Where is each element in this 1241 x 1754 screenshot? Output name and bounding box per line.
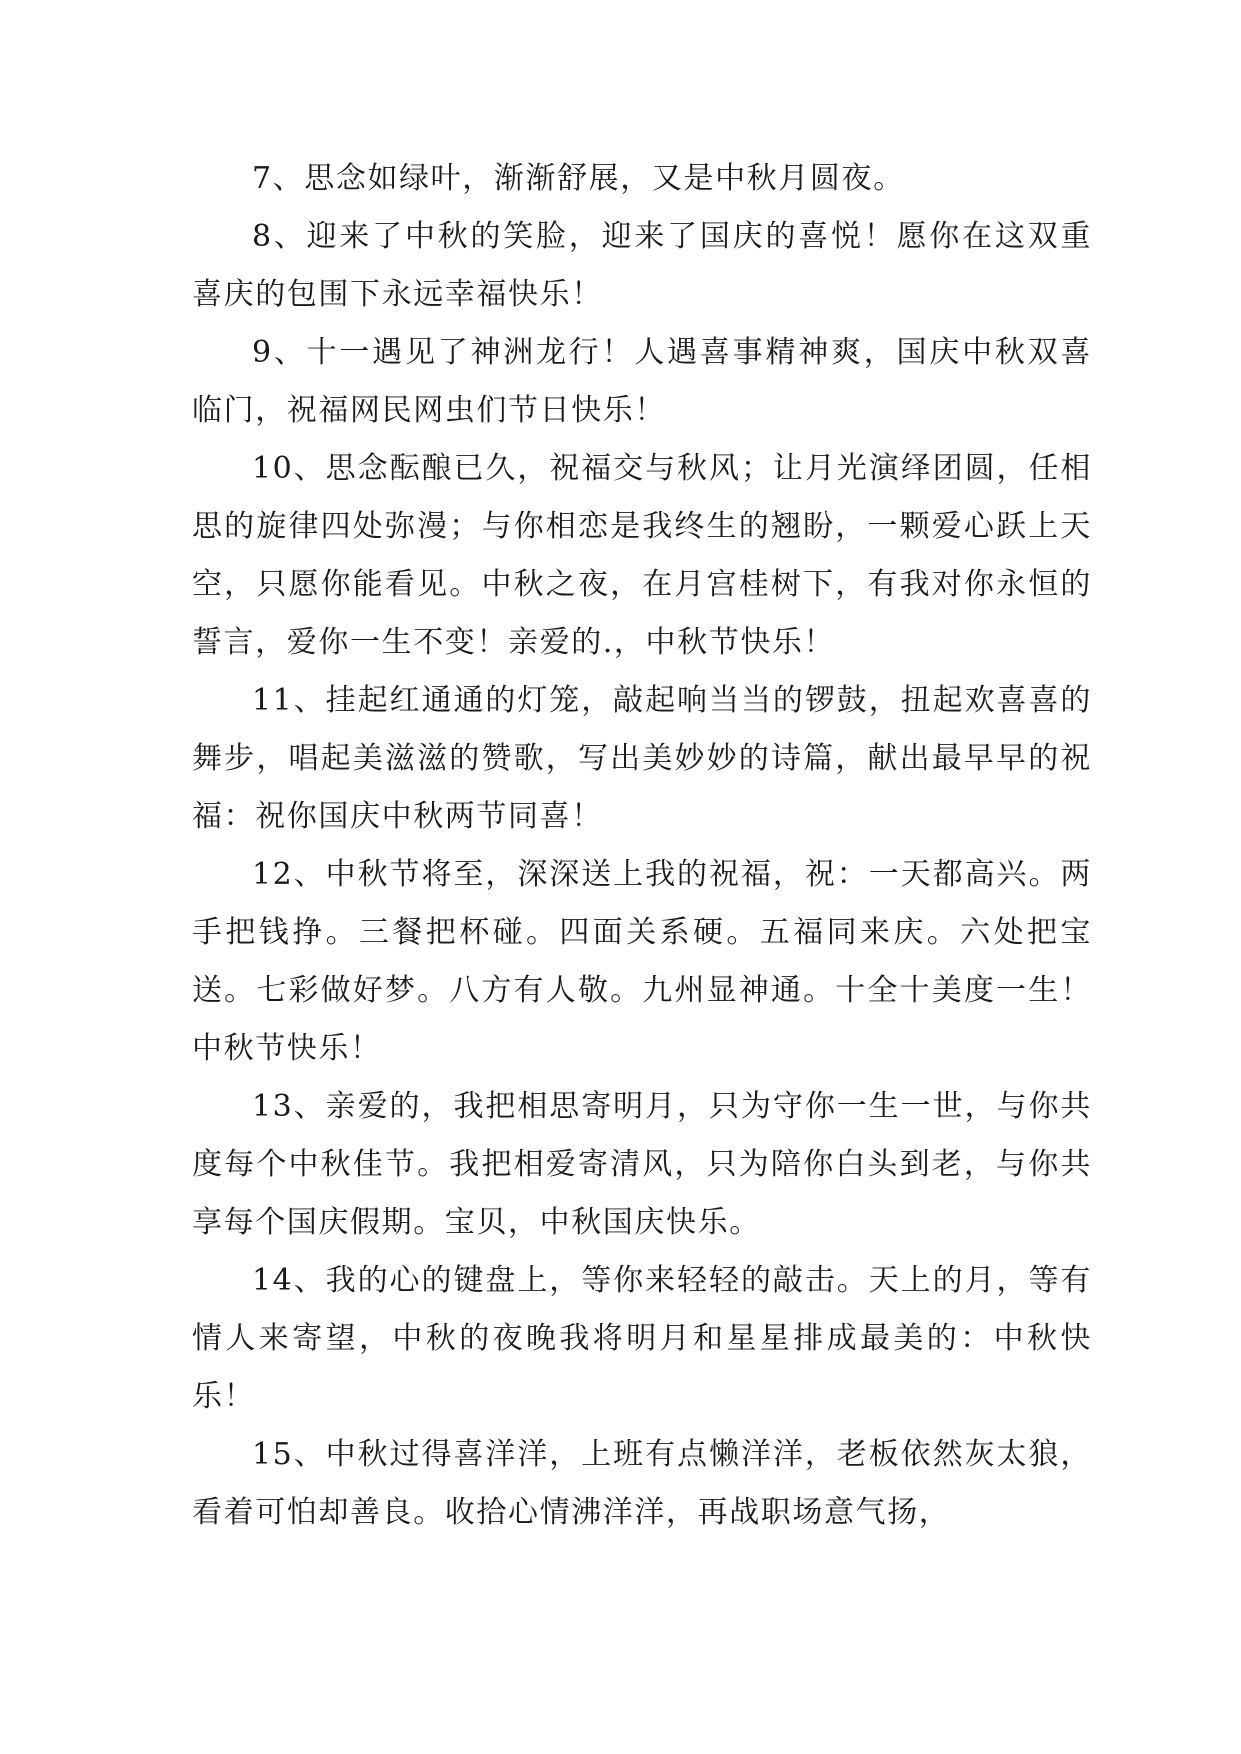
paragraph-7: 7、思念如绿叶，渐渐舒展，又是中秋月圆夜。: [252, 161, 905, 196]
paragraph-14: 14、我的心的键盘上，等你来轻轻的敲击。天上的月，等有情人来寄望，中秋的夜晚我将明月和星星排成最美的：中秋快乐！: [192, 1263, 1092, 1414]
paragraph-8: 8、迎来了中秋的笑脸，迎来了国庆的喜悦！愿你在这双重喜庆的包围下永远幸福快乐！: [192, 219, 1092, 312]
document-body: [192, 150, 1092, 1542]
paragraph-15: 15、中秋过得喜洋洋，上班有点懒洋洋，老板依然灰太狼，看着可怕却善良。收拾心情沸洋洋，再战职场意气扬，: [192, 1437, 1092, 1530]
paragraph-13: 13、亲爱的，我把相思寄明月，只为守你一生一世，与你共度每个中秋佳节。我把相爱寄清风，只为陪你白头到老，与你共享每个国庆假期。宝贝，中秋国庆快乐。: [192, 1089, 1092, 1240]
paragraph-12: 12、中秋节将至，深深送上我的祝福，祝：一天都高兴。两手把钱挣。三餐把杯碰。四面关系硬。五福同来庆。六处把宝送。七彩做好梦。八方有人敬。九州显神通。十全十美度一生！中秋节快乐！: [192, 857, 1092, 1066]
paragraph-11: 11、挂起红通通的灯笼，敲起响当当的锣鼓，扭起欢喜喜的舞步，唱起美滋滋的赞歌，写出美妙妙的诗篇，献出最早早的祝福：祝你国庆中秋两节同喜！: [192, 683, 1092, 834]
paragraph-9: 9、十一遇见了神洲龙行！人遇喜事精神爽，国庆中秋双喜临门，祝福网民网虫们节日快乐！: [192, 335, 1092, 428]
paragraph-10: 10、思念酝酿已久，祝福交与秋风；让月光演绎团圆，任相思的旋律四处弥漫；与你相恋是我终生的翘盼，一颗爱心跃上天空，只愿你能看见。中秋之夜，在月宫桂树下，有我对你永恒的誓言，爱你一生不变！亲爱的.，中秋节快乐！: [192, 451, 1092, 660]
